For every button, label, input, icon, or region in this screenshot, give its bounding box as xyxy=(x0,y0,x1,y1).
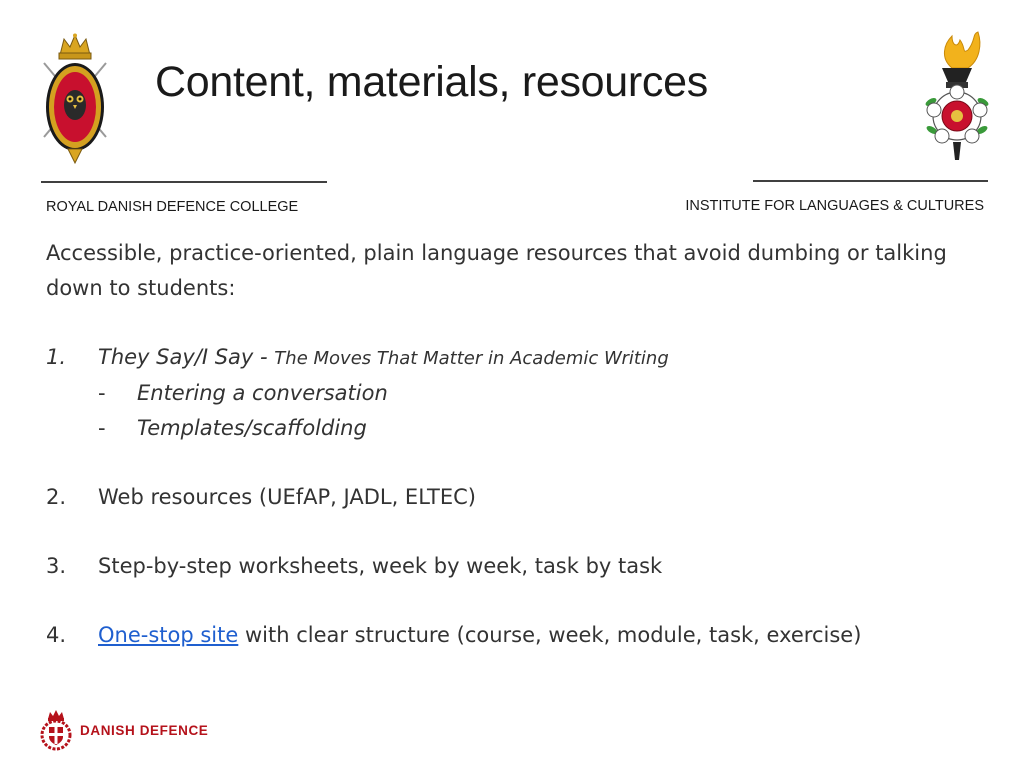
book-title: They Say/I Say xyxy=(98,344,254,369)
sub-item-dash: - xyxy=(98,381,106,405)
list-item-2 xyxy=(46,480,986,515)
slide-body xyxy=(46,236,986,652)
list-number: 2. xyxy=(46,484,67,509)
list-item-text: Step-by-step worksheets, week by week, task by task xyxy=(98,553,663,578)
sub-item xyxy=(46,411,986,446)
list-number: 4. xyxy=(46,622,67,647)
one-stop-site-link[interactable]: One-stop site xyxy=(98,622,239,647)
book-subtitle: The Moves That Matter in Academic Writing xyxy=(274,347,669,369)
sub-item xyxy=(46,376,986,411)
danish-defence-logo-icon xyxy=(38,709,74,751)
slide-title: Content, materials, resources xyxy=(155,58,708,106)
list-item-text: Web resources (UEfAP, JADL, ELTEC) xyxy=(98,484,476,509)
list-item-4 xyxy=(46,618,986,653)
title-separator: - xyxy=(253,344,275,369)
intro-text: Accessible, practice-oriented, plain language resources that avoid dumbing or talking down to students: xyxy=(46,241,947,300)
list-item-3 xyxy=(46,549,986,584)
list-item-1 xyxy=(46,340,986,377)
college-crest-icon xyxy=(38,33,112,165)
list-number: 1. xyxy=(46,344,67,369)
sub-item-text: Entering a conversation xyxy=(137,381,388,405)
list-number: 3. xyxy=(46,553,67,578)
college-name: ROYAL DANISH DEFENCE COLLEGE xyxy=(46,199,299,215)
danish-defence-brand: DANISH DEFENCE xyxy=(80,723,209,738)
institute-name: INSTITUTE FOR LANGUAGES & CULTURES xyxy=(685,198,984,214)
header-rule-left xyxy=(41,181,327,183)
sub-item-dash: - xyxy=(98,415,106,440)
list-item-text: with clear structure (course, week, module, task, exercise) xyxy=(238,622,862,647)
header-rule-right xyxy=(753,180,988,182)
torch-rose-emblem-icon xyxy=(922,30,992,164)
sub-item-text: Templates/scaffolding xyxy=(137,415,367,440)
